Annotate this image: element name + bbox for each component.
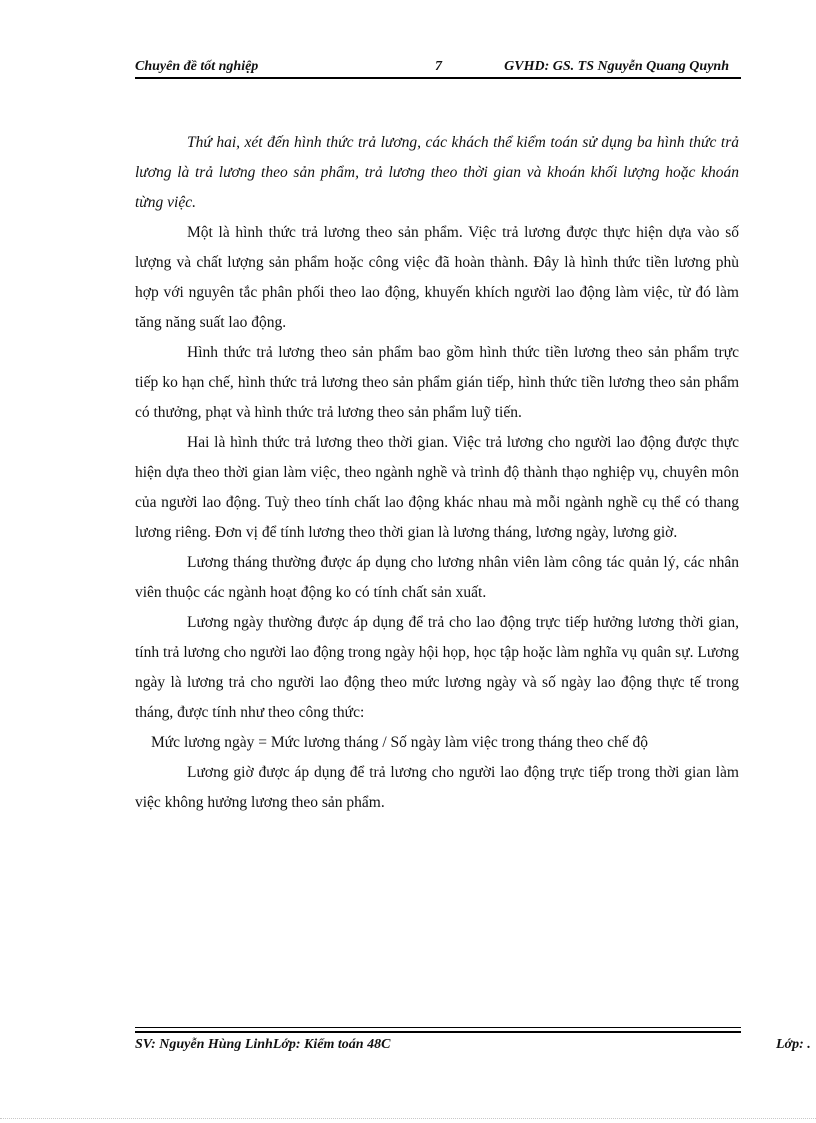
paragraph-hourly-wage: Lương giờ được áp dụng để trả lương cho người lao động trực tiếp trong thời gian làm việc không hưởng lương theo sản phẩm. bbox=[135, 764, 739, 811]
formula-daily-wage: Mức lương ngày = Mức lương tháng / Số ngày làm việc trong tháng theo chế độ bbox=[151, 734, 648, 751]
page-footer bbox=[135, 1035, 816, 1057]
main-text bbox=[135, 128, 739, 818]
paragraph-product-wage-forms: Hình thức trả lương theo sản phẩm bao gồm hình thức tiền lương theo sản phẩm trực tiếp ko hạn chế, hình thức trả lương theo sản phẩm gián tiếp, hình thức tiền lương theo sản phẩm có thưởng, phạt và hình thức trả lương theo sản phẩm luỹ tiến. bbox=[135, 344, 739, 421]
page-number: 7 bbox=[435, 59, 442, 74]
page-edge bbox=[0, 1118, 816, 1119]
paragraph-intro: Thứ hai, xét đến hình thức trả lương, các khách thể kiểm toán sử dụng ba hình thức trả lương là trả lương theo sản phẩm, trả lương theo thời gian và khoán khối lượng hoặc khoán từng việc. bbox=[135, 134, 739, 211]
paragraph-monthly-wage: Lương tháng thường được áp dụng cho lương nhân viên làm công tác quản lý, các nhân viên thuộc các ngành hoạt động ko có tính chất sản xuất. bbox=[135, 554, 739, 601]
footer-divider-thin bbox=[135, 1027, 741, 1028]
paragraph-time-wage: Hai là hình thức trả lương theo thời gian. Việc trả lương cho người lao động được thực hiện dựa theo thời gian làm việc, theo ngành nghề và trình độ thành thạo nghiệp vụ, chuyên môn của người lao động. Tuỳ theo tính chất lao động khác nhau mà mỗi ngành nghề cụ thể có thang lương riêng. Đơn vị để tính lương theo thời gian là lương tháng, lương ngày, lương giờ. bbox=[135, 434, 739, 541]
page-header bbox=[135, 57, 741, 77]
student-info: SV: Nguyễn Hùng LinhLớp: Kiểm toán 48C bbox=[135, 1037, 391, 1052]
paragraph-product-wage: Một là hình thức trả lương theo sản phẩm. Việc trả lương được thực hiện dựa vào số lượng và chất lượng sản phẩm hoặc công việc đã hoàn thành. Đây là hình thức tiền lương phù hợp với nguyên tắc phân phối theo lao động, khuyến khích người lao động làm việc, từ đó làm tăng năng suất lao động. bbox=[135, 224, 739, 331]
supervisor-label: GVHD: GS. TS Nguyễn Quang Quynh bbox=[504, 59, 729, 74]
class-label: Lớp: . bbox=[776, 1037, 811, 1052]
footer-divider-thick bbox=[135, 1031, 741, 1033]
document-title: Chuyên đề tốt nghiệp bbox=[135, 59, 259, 74]
paragraph-daily-wage: Lương ngày thường được áp dụng để trả cho lao động trực tiếp hưởng lương thời gian, tính trả lương cho người lao động trong ngày hội họp, học tập hoặc làm nghĩa vụ quân sự. Lương ngày là lương trả cho người lao động theo mức lương ngày và số ngày lao động thực tế trong tháng, được tính như theo công thức: bbox=[135, 614, 739, 721]
header-divider bbox=[135, 77, 741, 79]
